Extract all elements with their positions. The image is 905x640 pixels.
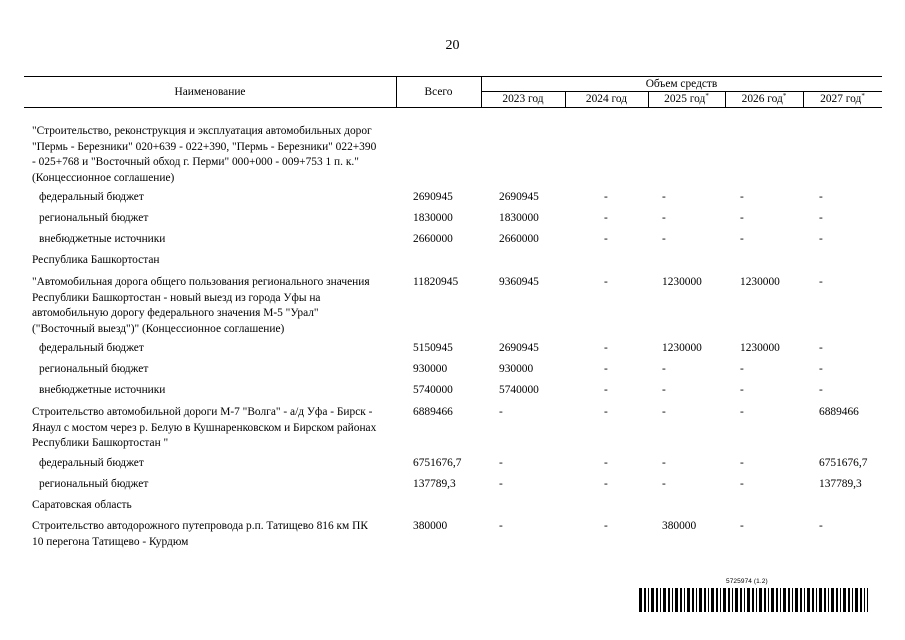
row-value: -: [819, 520, 823, 532]
row-value: -: [499, 478, 503, 490]
row-value: -: [604, 212, 608, 224]
row-name: Республика Башкортостан: [32, 254, 160, 266]
row-value: 6751676,7: [413, 457, 462, 469]
row-value: 5150945: [413, 342, 453, 354]
row-value: 2690945: [499, 342, 539, 354]
row-value: 6889466: [819, 406, 859, 418]
row-value: 1830000: [413, 212, 453, 224]
row-value: -: [604, 457, 608, 469]
header-year-label: 2024 год: [585, 93, 628, 105]
row-value: -: [499, 406, 503, 418]
header-year-label: 2027 год: [820, 93, 862, 105]
row-value: 5740000: [413, 384, 453, 396]
row-value: -: [740, 384, 744, 396]
page-number: 20: [445, 38, 460, 53]
row-value: -: [662, 384, 666, 396]
row-value: -: [740, 457, 744, 469]
row-value: 380000: [662, 520, 697, 532]
row-value: 137789,3: [413, 478, 456, 490]
header-year-label: 2026 год: [741, 93, 783, 105]
row-value: 1230000: [740, 342, 780, 354]
row-value: -: [662, 233, 666, 245]
row-value: -: [819, 212, 823, 224]
barcode-icon: [639, 588, 869, 612]
row-value: -: [819, 233, 823, 245]
row-name: внебюджетные источники: [39, 384, 166, 396]
row-name: федеральный бюджет: [39, 342, 144, 354]
header-year-label: 2023 год: [502, 93, 544, 105]
header-group: Объем средств: [645, 78, 718, 90]
header-year-mark: *: [782, 92, 787, 100]
row-value: 1230000: [662, 342, 702, 354]
row-value: 6751676,7: [819, 457, 868, 469]
row-name: региональный бюджет: [39, 478, 149, 490]
row-value: -: [819, 342, 823, 354]
row-name: "Строительство, реконструкция и эксплуатация автомобильных дорог "Пермь - Березники" 020+639 - 022+390, "Пермь - Березники" 022+390 - 025+768 и "Восточный обход г. Перми" 000+000 - 009+753 1 п. к." (Концессионное соглашение): [32, 125, 377, 184]
row-value: -: [740, 191, 744, 203]
row-value: 2690945: [413, 191, 453, 203]
row-name: региональный бюджет: [39, 363, 149, 375]
row-value: 1830000: [499, 212, 539, 224]
row-value: -: [499, 520, 503, 532]
header-year-mark: *: [705, 92, 709, 100]
row-name: Строительство автодорожного путепровода р.п. Татищево 816 км ПК 10 перегона Татищево - Курдюм: [32, 520, 368, 548]
row-value: -: [499, 457, 503, 469]
row-value: 930000: [413, 363, 448, 375]
header-name: Наименование: [174, 86, 246, 98]
row-value: -: [740, 520, 744, 532]
row-value: 137789,3: [819, 478, 862, 490]
row-value: -: [662, 406, 666, 418]
row-value: -: [662, 457, 666, 469]
row-value: 11820945: [413, 276, 459, 288]
row-value: -: [662, 478, 666, 490]
row-value: -: [604, 191, 608, 203]
row-value: -: [604, 363, 608, 375]
row-value: 5740000: [499, 384, 539, 396]
row-value: -: [604, 342, 608, 354]
row-value: -: [819, 384, 823, 396]
row-name: Саратовская область: [32, 499, 132, 511]
row-value: -: [604, 478, 608, 490]
row-name: региональный бюджет: [39, 212, 149, 224]
row-value: 9360945: [499, 276, 539, 288]
row-value: -: [819, 363, 823, 375]
row-value: -: [604, 276, 608, 288]
row-value: -: [740, 212, 744, 224]
barcode-number: 5725974 (1.2): [726, 578, 768, 585]
row-value: 1230000: [740, 276, 780, 288]
row-value: -: [662, 191, 666, 203]
row-name: федеральный бюджет: [39, 191, 144, 203]
row-value: -: [604, 384, 608, 396]
row-value: 1230000: [662, 276, 702, 288]
row-value: 6889466: [413, 406, 453, 418]
row-value: -: [604, 406, 608, 418]
row-value: -: [740, 406, 744, 418]
row-value: -: [819, 276, 823, 288]
row-value: -: [604, 233, 608, 245]
row-name: Строительство автомобильной дороги М-7 "Волга" - а/д Уфа - Бирск - Янаул с мостом через р. Белую в Кушнаренковском и Бирском районах Республики Башкортостан ": [32, 406, 377, 450]
header-year-label: 2025 год: [664, 93, 706, 105]
header-total: Всего: [424, 86, 453, 98]
row-value: -: [662, 212, 666, 224]
row-name: "Автомобильная дорога общего пользования регионального значения Республики Башкортостан - новый выезд из города Уфы на автомобильную дорогу федерального значения М-5 "Урал" ("Восточный выезд")" (Концессионное соглашение): [32, 276, 370, 335]
row-value: -: [740, 233, 744, 245]
row-value: -: [662, 363, 666, 375]
row-name: федеральный бюджет: [39, 457, 144, 469]
row-name: внебюджетные источники: [39, 233, 166, 245]
row-value: 2660000: [413, 233, 453, 245]
row-value: -: [819, 191, 823, 203]
row-value: 380000: [413, 520, 448, 532]
header-year-mark: *: [861, 92, 865, 100]
row-value: 2690945: [499, 191, 539, 203]
row-value: -: [740, 363, 744, 375]
row-value: -: [604, 520, 608, 532]
row-value: 930000: [499, 363, 534, 375]
row-value: -: [740, 478, 744, 490]
row-value: 2660000: [499, 233, 539, 245]
